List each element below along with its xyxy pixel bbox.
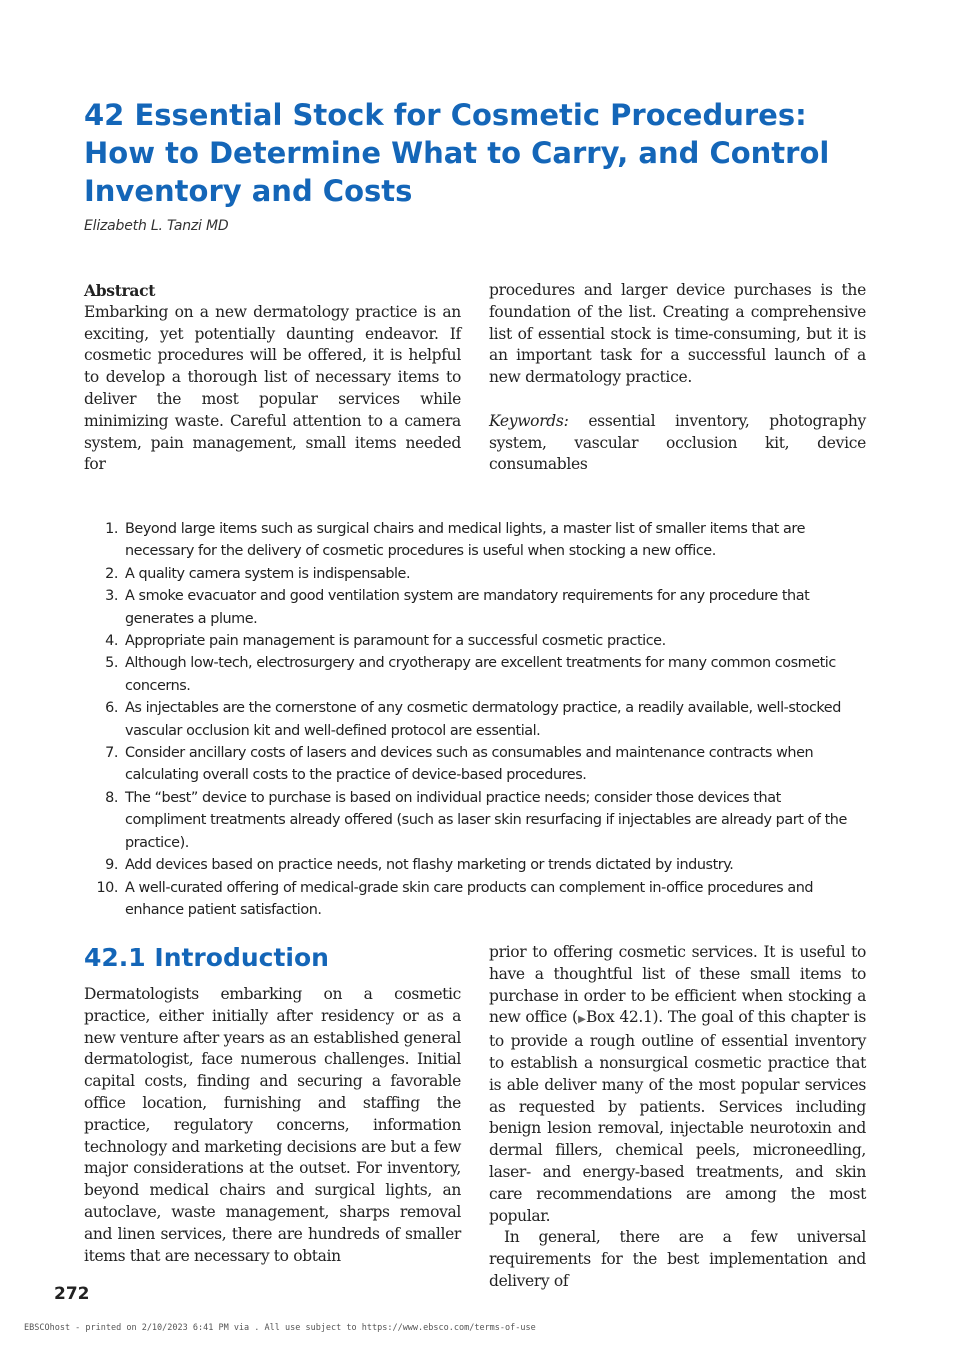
key-point-text: As injectables are the cornerstone of any cosmetic dermatology practice, a readily available, well-stocked vascular occlusion kit and well-defined protocol are essential.: [125, 700, 841, 739]
key-point-text: Appropriate pain management is paramount for a successful cosmetic practice.: [125, 633, 666, 650]
key-point-number: 6.: [105, 700, 118, 717]
abstract-column-left: [84, 280, 461, 476]
page-number: 272: [54, 1284, 90, 1304]
footer-notice: EBSCOhost - printed on 2/10/2023 6:41 PM via . All use subject to https://www.ebsco.com/terms-of-use: [24, 1323, 536, 1333]
key-points-list: [90, 518, 850, 921]
introduction-column-left: Dermatologists embarking on a cosmetic practice, either initially after residency or as a new venture after years as an established general dermatologist, face numerous challenges. Initial capital costs, finding and securing a favorable office location, furnishing and staffing the practice, regulatory concerns, information technology and marketing decisions are but a few major considerations at the outset. For inventory, beyond medical chairs and surgical lights, an autoclave, waste management, sharps removal and linen services, there are hundreds of smaller items that are necessary to obtain: [84, 985, 461, 1265]
keywords-line: [489, 411, 866, 476]
key-point-text: Beyond large items such as surgical chairs and medical lights, a master list of smaller items that are necessary for the delivery of cosmetic procedures is useful when stocking a new office.: [125, 521, 805, 560]
abstract-column-right: [489, 280, 866, 476]
keywords-text: essential inventory, photography system, vascular occlusion kit, device consumables: [489, 411, 866, 474]
key-point-text: A smoke evacuator and good ventilation system are mandatory requirements for any procedure that generates a plume.: [125, 588, 810, 627]
key-point-text: A well-curated offering of medical-grade skin care products can complement in-office procedures and enhance patient satisfaction.: [125, 879, 814, 918]
key-point-item: [90, 742, 850, 787]
key-point-number: 4.: [105, 633, 118, 650]
chapter-title: 42 Essential Stock for Cosmetic Procedures: How to Determine What to Carry, and Control Inventory and Costs: [84, 98, 830, 208]
abstract-text-part1: Embarking on a new dermatology practice is an exciting, yet potentially daunting endeavor. If cosmetic procedures will be offered, it is helpful to develop a thorough list of necessary items to deliver the most popular services while minimizing waste. Careful attention to a camera system, pain management, small items needed for: [84, 302, 461, 474]
introduction-paragraph: [489, 942, 866, 1227]
chapter-author: Elizabeth L. Tanzi MD: [84, 218, 229, 234]
key-point-text: Consider ancillary costs of lasers and devices such as consumables and maintenance contracts when calculating overall costs to the practice of device-based procedures.: [125, 745, 814, 784]
key-point-number: 5.: [105, 655, 118, 672]
introduction-text: prior to offering cosmetic services. It is useful to have a thoughtful list of these small items to purchase in order to be efficient when stocking a new office (: [489, 943, 866, 1027]
cross-reference-arrow-icon: ▶: [577, 1014, 586, 1026]
key-point-text: The “best” device to purchase is based on individual practice needs; consider those devices that compliment treatments already offered (such as laser skin resurfacing if injectables are already part of the practice).: [125, 789, 847, 851]
key-point-item: [90, 854, 850, 876]
key-point-number: 3.: [105, 588, 118, 605]
introduction-column-right: [489, 942, 866, 1293]
key-point-text: A quality camera system is indispensable.: [125, 565, 411, 582]
introduction-paragraph: In general, there are a few universal requirements for the best implementation and delivery of: [489, 1228, 866, 1290]
key-point-number: 10.: [96, 879, 118, 896]
key-point-number: 7.: [105, 745, 118, 762]
box-reference-link[interactable]: Box 42.1: [585, 1008, 653, 1027]
key-point-item: [90, 585, 850, 630]
key-point-text: Add devices based on practice needs, not flashy marketing or trends dictated by industry.: [125, 857, 734, 874]
key-point-item: [90, 630, 850, 652]
key-point-item: [90, 563, 850, 585]
key-point-number: 2.: [105, 565, 118, 582]
key-point-number: 8.: [105, 789, 118, 806]
key-point-item: [90, 652, 850, 697]
introduction-text: ). The goal of this chapter is to provide a rough outline of essential inventory to establish a nonsurgical cosmetic practice that is able deliver many of the most popular services as requested by patients. Services including benign lesion removal, injectable neurotoxin and dermal fillers, chemical peels, microneedling, laser- and energy-based treatments, and skin care recommendations are among the most popular.: [489, 1008, 867, 1225]
abstract-text-part2: procedures and larger device purchases is the foundation of the list. Creating a comprehensive list of essential stock is time-consuming, but it is an important task for a successful launch of a new dermatology practice.: [489, 281, 866, 387]
key-point-item: [90, 697, 850, 742]
keywords-label: Keywords:: [489, 411, 569, 430]
key-point-item: [90, 877, 850, 922]
key-point-number: 9.: [105, 857, 118, 874]
key-point-item: [90, 787, 850, 854]
key-point-number: 1.: [105, 521, 118, 537]
section-heading-introduction: 42.1 Introduction: [84, 943, 329, 972]
key-point-text: Although low-tech, electrosurgery and cryotherapy are excellent treatments for many common cosmetic concerns.: [125, 655, 836, 694]
key-point-item: [90, 518, 850, 563]
abstract-heading: Abstract: [84, 281, 156, 300]
